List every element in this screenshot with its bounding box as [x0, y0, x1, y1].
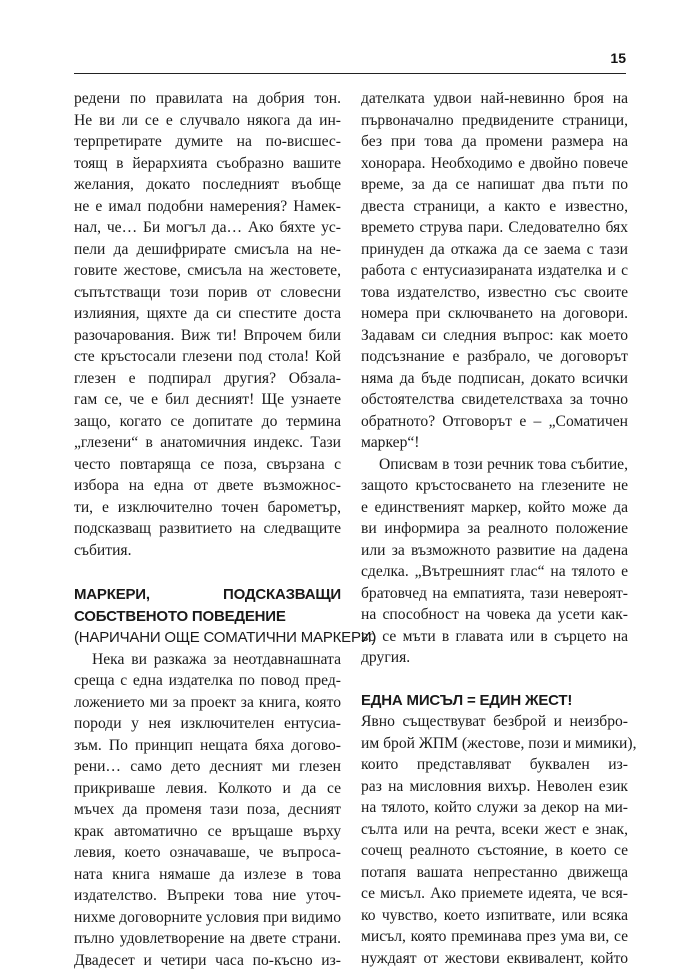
- section-subheading: (НАРИЧАНИ ОЩЕ СОМАТИЧНИ МАРКЕРИ): [74, 629, 377, 646]
- text-line: защото кръстосването на глезените не: [361, 477, 628, 494]
- text-line: работа с ентусиазираната издателка и с: [361, 262, 628, 279]
- text-line: „глезени“ в анатомичния индекс. Тази: [74, 434, 341, 451]
- text-line: левия, което означаваше, че въпроса-: [74, 844, 341, 861]
- text-line: нал, че… Би могъл да… Ако бяхте ус-: [74, 219, 341, 236]
- text-line: говите жестове, смисъла на жестовете,: [74, 262, 341, 279]
- text-line: ви информира за реалното положение: [361, 520, 628, 537]
- text-line: тоящ в йерархията съобразно вашите: [74, 154, 341, 172]
- paragraph: [361, 454, 628, 669]
- text-line: им брой ЖПМ (жестове, пози и мимики),: [361, 734, 637, 752]
- text-line: гам се, че е бил десният! Ще узнаете: [74, 391, 341, 408]
- text-line: раз на мисловния вихър. Неволен език: [361, 777, 628, 795]
- text-line: Описвам в този речник това събитие,: [379, 455, 628, 473]
- text-line: среща с една издателка по повод пред-: [74, 672, 341, 689]
- section-heading: [74, 584, 341, 627]
- text-line: другия.: [361, 649, 411, 666]
- text-line: сделка. „Вътрешният глас“ на тялото е: [361, 563, 628, 580]
- text-line: принуден да откажа да се заема с тази: [361, 240, 628, 258]
- text-line: без при това да промени размера на: [361, 133, 628, 150]
- heading-line: МАРКЕРИ, ПОДСКАЗВАЩИ: [74, 586, 341, 603]
- text-line: не е имал подобни намерения? Намек-: [74, 197, 341, 215]
- text-line: няма да бъде подписан, докато всички: [361, 369, 628, 387]
- text-line: съпътстващи този порив от словесни: [74, 283, 341, 301]
- text-line: подсказващ развитието на следващите: [74, 520, 341, 537]
- text-line: или за възможното развитие на дадена: [361, 541, 628, 559]
- text-line: потапя вашата непрестанно движеща: [361, 863, 628, 881]
- right-column: [361, 88, 637, 969]
- text-line: глезен е подпирал другия? Обзала-: [74, 369, 341, 387]
- paragraph: [74, 649, 341, 972]
- text-line: прикриваше левия. Колкото и да се: [74, 779, 341, 797]
- paragraph: [74, 88, 341, 561]
- text-line: събития.: [74, 541, 132, 559]
- text-line: братовчед на емпатията, тази невероят-: [361, 584, 628, 602]
- paragraph: [361, 711, 637, 969]
- text-line: нихме договорните условия при видимо: [74, 908, 341, 926]
- text-line: пълно удовлетворение на двете страни.: [74, 930, 341, 947]
- text-line: породи у нея изключителен ентусиа-: [74, 715, 341, 732]
- text-line: разочарования. Виж ти! Впрочем били: [74, 326, 341, 344]
- text-line: мисъл, която преминава през ума ви, се: [361, 928, 628, 945]
- text-line: Явно съществуват безброй и неизбро-: [361, 713, 628, 730]
- text-line: Двадесет и четири часа по-късно из-: [74, 951, 341, 969]
- text-line: пели да дешифрирате смисъла на не-: [74, 240, 341, 258]
- text-line: време, за да се напишат два пъти по: [361, 176, 628, 193]
- text-line: редени по правилата на добрия тон.: [74, 90, 341, 107]
- text-line: мъчех да променя тази поза, десният: [74, 801, 341, 818]
- text-line: издателство. Въпреки това ние уточ-: [74, 887, 341, 904]
- text-line: на способност на човека да усети как-: [361, 606, 628, 623]
- text-line: на тялото, който служи за декор на ми-: [361, 799, 628, 816]
- text-line: често повтаряща се поза, свързана с: [74, 455, 341, 473]
- text-line: нуждаят от жестови еквивалент, който: [361, 949, 628, 967]
- text-line: първоначално предвидените страници,: [361, 111, 628, 129]
- text-line: сте кръстосали глезени под стола! Кой: [74, 348, 341, 365]
- text-line: е единственият маркер, който може да: [361, 498, 628, 516]
- text-line: двеста страници, а както е известно,: [361, 197, 628, 215]
- text-line: обратното? Отговорът е – „Соматичен: [361, 412, 628, 430]
- section-heading: ЕДНА МИСЪЛ = ЕДИН ЖЕСТ!: [361, 691, 573, 709]
- text-line: подсъзнание е разбрало, че договорът: [361, 348, 628, 365]
- text-line: излияния, щяхте да си спестите доста: [74, 305, 341, 322]
- text-line: маркер“!: [361, 434, 420, 451]
- text-line: които представляват буквален из-: [361, 756, 628, 773]
- text-line: обстоятелства свидетелстваха за точно: [361, 391, 628, 408]
- text-line: сълта или на речта, всеки жест е знак,: [361, 820, 628, 838]
- text-line: ложението ми за проект за книга, която: [74, 693, 341, 711]
- text-line: ко чувство, което изпитвате, или всяка: [361, 906, 628, 924]
- text-line: това издателство, известно със своите: [361, 283, 628, 301]
- text-line: избора на една от двете възможнос-: [74, 477, 341, 494]
- text-line: Не ви ли се е случвало някога да ин-: [74, 111, 341, 129]
- text-line: номера при сключването на договори.: [361, 305, 628, 322]
- left-column: [74, 88, 377, 971]
- text-line: се мисъл. Ако приемете идеята, че вся-: [361, 885, 628, 902]
- text-line: рени… само дето десният ми глезен: [74, 758, 341, 775]
- text-line: ната книга нямаше да излезе в това: [74, 865, 341, 883]
- text-line: во се мъти в главата или в сърцето на: [361, 627, 628, 645]
- page-number: 15: [610, 50, 626, 66]
- text-line: сочещ реалното състояние, в което се: [361, 842, 628, 859]
- paragraph: [361, 88, 628, 454]
- text-line: зъм. По принцип нещата бяха догово-: [74, 736, 341, 754]
- text-line: терпретирате думите на по-висшес-: [74, 133, 341, 150]
- heading-line: СОБСТВЕНОТО ПОВЕДЕНИЕ: [74, 607, 286, 625]
- text-line: Нека ви разкажа за неотдавнашната: [92, 650, 341, 668]
- text-line: ти, е изключително точен барометър,: [74, 498, 341, 516]
- header-rule: [74, 73, 626, 74]
- text-line: хонорара. Необходимо е двойно повече: [361, 154, 628, 172]
- text-line: Задавам си следния въпрос: как моето: [361, 326, 628, 344]
- text-line: времето струва пари. Следователно бях: [361, 219, 628, 236]
- text-line: желания, докато последният въобще: [74, 176, 341, 193]
- text-line: защо, когато се допитате до термина: [74, 412, 341, 430]
- text-line: дателката удвои най-невинно броя на: [361, 90, 628, 107]
- text-line: крак автоматично се връщаше върху: [74, 822, 341, 840]
